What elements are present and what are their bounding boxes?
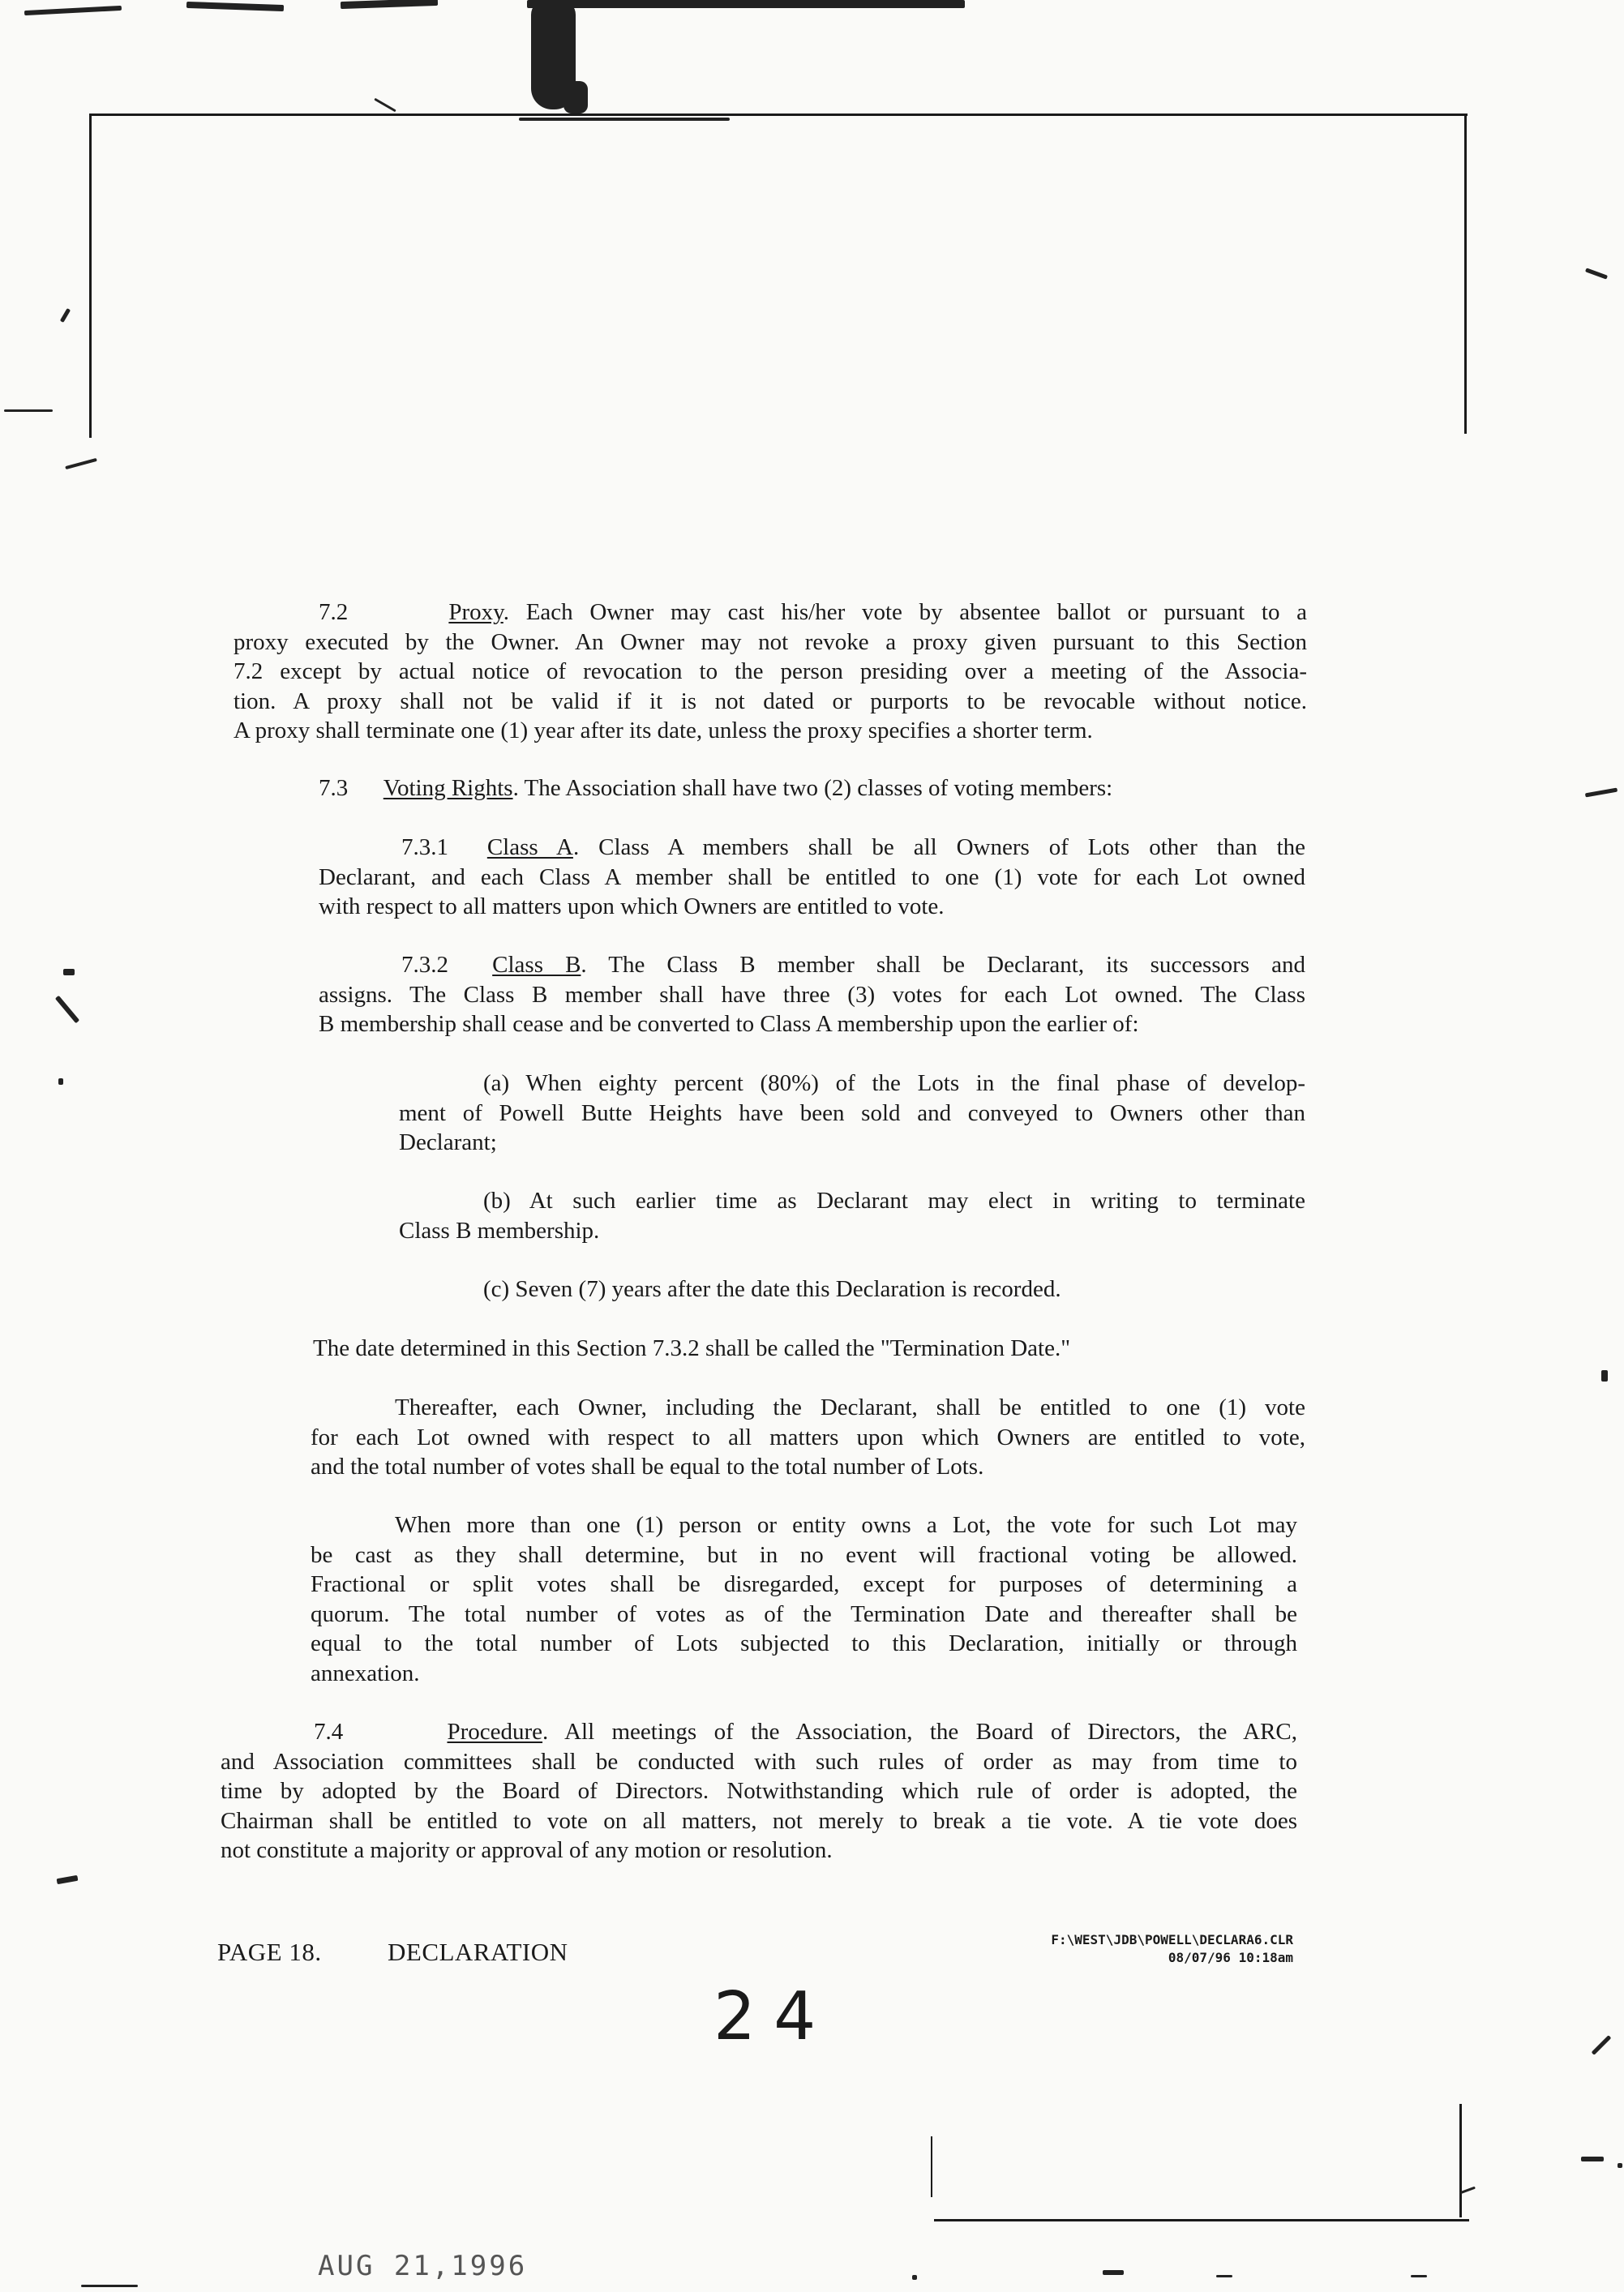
text-line: . The Class B member shall be Declarant, its successors and: [581, 952, 1305, 978]
text-line: equal to the total number of Lots subjected to this Declaration, initially or through: [311, 1630, 1297, 1656]
section-title: Procedure: [447, 1719, 543, 1745]
text-line: When more than one (1) person or entity owns a Lot, the vote for such Lot may: [395, 1512, 1297, 1538]
handwritten-page-number: 24: [713, 1978, 834, 2055]
termination-date-paragraph: [313, 1334, 1305, 1364]
page-number: PAGE 18.: [217, 1938, 322, 1966]
item-c: [483, 1275, 1305, 1305]
text-line: ment of Powell Butte Heights have been sold and conveyed to Owners other than: [399, 1099, 1305, 1126]
text-line: assigns. The Class B member shall have three (3) votes for each Lot owned. The Class: [319, 981, 1305, 1008]
section-7-3-1-class-a: [319, 833, 1305, 922]
section-number: 7.3: [319, 775, 349, 801]
section-title: Class A: [486, 834, 573, 860]
text-line: Chairman shall be entitled to vote on all matters, not merely to break a tie vote. A tie vote does: [221, 1807, 1297, 1834]
text-line: not constitute a majority or approval of any motion or resolution.: [221, 1837, 833, 1863]
text-line: and Association committees shall be conducted with such rules of order as may from time to: [221, 1748, 1297, 1775]
section-7-2-proxy: [234, 598, 1307, 746]
text-line: (b) At such earlier time as Declarant may elect in writing to terminate: [483, 1188, 1305, 1214]
item-a: [399, 1069, 1305, 1158]
text-line: Fractional or split votes shall be disregarded, except for purposes of determining a: [311, 1571, 1297, 1597]
section-title: Class B: [492, 952, 581, 978]
text-line: . All meetings of the Association, the Board of Directors, the ARC,: [542, 1719, 1298, 1745]
text-line: . The Association shall have two (2) classes of voting members:: [512, 775, 1113, 801]
text-line: (a) When eighty percent (80%) of the Lots in the final phase of develop-: [483, 1070, 1305, 1096]
file-timestamp: 08/07/96 10:18am: [1168, 1950, 1293, 1965]
text-line: B membership shall cease and be converted to Class A membership upon the earlier of:: [319, 1011, 1139, 1037]
section-number: 7.3.2: [401, 952, 448, 978]
section-7-3-2-class-b: [319, 950, 1305, 1039]
text-line: be cast as they shall determine, but in no event will fractional voting be allowed.: [311, 1541, 1297, 1568]
date-stamp: AUG 21,1996: [318, 2250, 528, 2282]
text-line: tion. A proxy shall not be valid if it is not dated or purports to be revocable without notice.: [234, 688, 1307, 714]
text-line: with respect to all matters upon which Owners are entitled to vote.: [319, 893, 945, 919]
thereafter-paragraph: [311, 1393, 1305, 1482]
section-title: Voting Rights: [383, 775, 513, 801]
section-7-4-procedure: [221, 1717, 1297, 1866]
text-line: Thereafter, each Owner, including the Declarant, shall be entitled to one (1) vote: [395, 1394, 1305, 1420]
text-line: time by adopted by the Board of Directors. Notwithstanding which rule of order is adopted, the: [221, 1778, 1297, 1804]
file-path: F:\WEST\JDB\POWELL\DECLARA6.CLR: [1051, 1932, 1293, 1947]
section-number: 7.4: [314, 1719, 344, 1745]
text-line: . Each Owner may cast his/her vote by absentee ballot or pursuant to a: [503, 599, 1308, 625]
text-line: A proxy shall terminate one (1) year after its date, unless the proxy specifies a shorter term.: [234, 718, 1093, 743]
text-line: Declarant, and each Class A member shall be entitled to one (1) vote for each Lot owned: [319, 863, 1305, 890]
text-line: quorum. The total number of votes as of the Termination Date and thereafter shall be: [311, 1600, 1297, 1627]
text-line: Declarant;: [399, 1129, 497, 1155]
file-reference: [957, 1931, 1293, 1967]
section-number: 7.2: [319, 599, 349, 625]
text-line: and the total number of votes shall be equal to the total number of Lots.: [311, 1454, 984, 1480]
document-title: DECLARATION: [388, 1938, 568, 1966]
section-7-3-voting-rights: [319, 773, 1308, 803]
text-line: 7.2 except by actual notice of revocation to the person presiding over a meeting of the Associa-: [234, 658, 1307, 684]
text-line: annexation.: [311, 1660, 420, 1686]
text-line: for each Lot owned with respect to all matters upon which Owners are entitled to vote,: [311, 1424, 1305, 1450]
text-line: Class B membership.: [399, 1217, 600, 1244]
text-line: The date determined in this Section 7.3.2 shall be called the "Termination Date.": [313, 1335, 1071, 1361]
multiple-owners-paragraph: [311, 1510, 1297, 1688]
item-b: [399, 1186, 1305, 1245]
section-number: 7.3.1: [401, 834, 448, 860]
text-line: . Class A members shall be all Owners of Lots other than the: [572, 834, 1306, 860]
text-line: (c) Seven (7) years after the date this Declaration is recorded.: [483, 1276, 1061, 1302]
section-title: Proxy: [448, 599, 503, 625]
text-line: proxy executed by the Owner. An Owner may not revoke a proxy given pursuant to this Section: [234, 628, 1307, 655]
